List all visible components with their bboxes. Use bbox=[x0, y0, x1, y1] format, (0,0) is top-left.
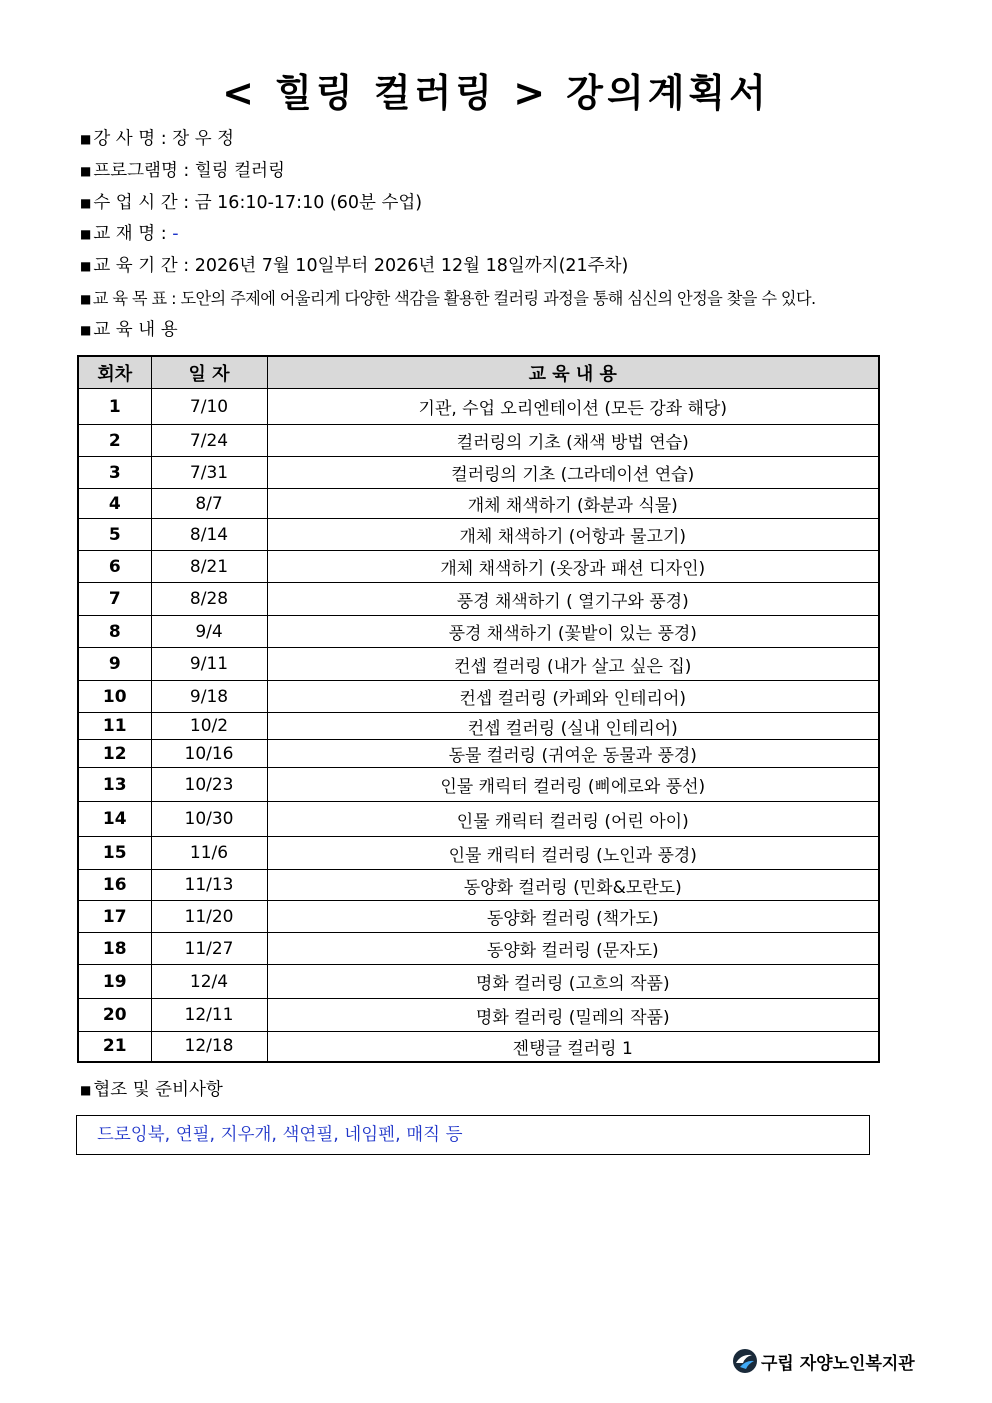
session-content: 컨셉 컬러링 (실내 인테리어) bbox=[267, 713, 879, 740]
session-number: 18 bbox=[78, 933, 151, 965]
info-value: 힐링 컬러링 bbox=[194, 160, 285, 181]
session-number: 14 bbox=[78, 802, 151, 837]
table-row bbox=[78, 551, 879, 583]
session-number: 7 bbox=[78, 583, 151, 616]
session-number: 5 bbox=[78, 519, 151, 551]
square-bullet-icon: ■ bbox=[80, 1083, 92, 1097]
session-date: 9/4 bbox=[151, 616, 267, 648]
session-content: 동양화 컬러링 (문자도) bbox=[267, 933, 879, 965]
table-row bbox=[78, 802, 879, 837]
info-program bbox=[80, 156, 940, 188]
table-row bbox=[78, 583, 879, 616]
info-class-time bbox=[80, 188, 940, 220]
info-value: 2026년 7월 10일부터 2026년 12월 18일까지(21주차) bbox=[194, 256, 629, 277]
prep-label: 협조 및 준비사항 bbox=[93, 1080, 223, 1100]
session-date: 7/31 bbox=[151, 457, 267, 489]
session-content: 풍경 채색하기 (꽃밭이 있는 풍경) bbox=[267, 616, 879, 648]
course-info bbox=[80, 124, 940, 347]
session-date: 11/13 bbox=[151, 870, 267, 901]
table-row bbox=[78, 999, 879, 1032]
info-label: 강 사 명 : bbox=[93, 129, 167, 149]
info-label: 프로그램명 : bbox=[93, 160, 190, 181]
session-content: 개체 채색하기 (어항과 물고기) bbox=[267, 519, 879, 551]
table-row bbox=[78, 489, 879, 519]
session-content: 동양화 컬러링 (민화&모란도) bbox=[267, 870, 879, 901]
square-bullet-icon: ■ bbox=[80, 322, 92, 337]
session-number: 15 bbox=[78, 837, 151, 870]
info-label: 교 재 명 : bbox=[93, 224, 167, 245]
document-title: < 힐링 컬러링 > 강의계획서 bbox=[222, 71, 770, 115]
table-row bbox=[78, 616, 879, 648]
session-date: 11/27 bbox=[151, 933, 267, 965]
table-row bbox=[78, 457, 879, 489]
session-content: 인물 캐릭터 컬러링 (노인과 풍경) bbox=[267, 837, 879, 870]
table-row bbox=[78, 519, 879, 551]
session-date: 7/10 bbox=[151, 389, 267, 425]
session-number: 3 bbox=[78, 457, 151, 489]
session-content: 컬러링의 기초 (그라데이션 연습) bbox=[267, 457, 879, 489]
session-number: 12 bbox=[78, 740, 151, 768]
session-date: 10/16 bbox=[151, 740, 267, 768]
session-date: 8/14 bbox=[151, 519, 267, 551]
info-instructor bbox=[80, 124, 940, 156]
info-content-heading bbox=[80, 315, 940, 347]
session-date: 8/7 bbox=[151, 489, 267, 519]
header-content: 교 육 내 용 bbox=[267, 356, 879, 389]
square-bullet-icon: ■ bbox=[80, 195, 92, 210]
info-period bbox=[80, 251, 940, 283]
info-label: 교 육 기 간 : bbox=[93, 256, 190, 277]
info-value: 장 우 정 bbox=[172, 129, 235, 149]
session-number: 19 bbox=[78, 965, 151, 999]
session-content: 개체 채색하기 (옷장과 패션 디자인) bbox=[267, 551, 879, 583]
table-row bbox=[78, 389, 879, 425]
session-date: 10/23 bbox=[151, 768, 267, 802]
session-date: 12/4 bbox=[151, 965, 267, 999]
table-row bbox=[78, 425, 879, 457]
header-date: 일 자 bbox=[151, 356, 267, 389]
square-bullet-icon: ■ bbox=[80, 291, 91, 306]
session-number: 13 bbox=[78, 768, 151, 802]
table-row bbox=[78, 713, 879, 740]
info-goal bbox=[80, 283, 940, 315]
session-content: 컨셉 컬러링 (카페와 인테리어) bbox=[267, 681, 879, 713]
session-number: 9 bbox=[78, 648, 151, 681]
session-content: 컬러링의 기초 (채색 방법 연습) bbox=[267, 425, 879, 457]
header-session: 회차 bbox=[78, 356, 151, 389]
session-date: 12/18 bbox=[151, 1032, 267, 1062]
session-date: 12/11 bbox=[151, 999, 267, 1032]
session-date: 11/20 bbox=[151, 901, 267, 933]
session-number: 21 bbox=[78, 1032, 151, 1062]
session-number: 2 bbox=[78, 425, 151, 457]
session-date: 7/24 bbox=[151, 425, 267, 457]
square-bullet-icon: ■ bbox=[80, 227, 92, 242]
table-row bbox=[78, 648, 879, 681]
session-number: 10 bbox=[78, 681, 151, 713]
session-number: 6 bbox=[78, 551, 151, 583]
session-content: 기관, 수업 오리엔테이션 (모든 강좌 해당) bbox=[267, 389, 879, 425]
schedule-body bbox=[78, 389, 879, 1062]
session-number: 11 bbox=[78, 713, 151, 740]
session-number: 1 bbox=[78, 389, 151, 425]
session-date: 8/28 bbox=[151, 583, 267, 616]
prep-items-box: 드로잉북, 연필, 지우개, 색연필, 네임펜, 매직 등 bbox=[76, 1115, 870, 1155]
session-content: 개체 채색하기 (화분과 식물) bbox=[267, 489, 879, 519]
table-row bbox=[78, 965, 879, 999]
session-date: 9/18 bbox=[151, 681, 267, 713]
session-content: 인물 캐릭터 컬러링 (삐에로와 풍선) bbox=[267, 768, 879, 802]
session-content: 풍경 채색하기 ( 열기구와 풍경) bbox=[267, 583, 879, 616]
session-content: 명화 컬러링 (고흐의 작품) bbox=[267, 965, 879, 999]
table-row bbox=[78, 870, 879, 901]
table-header-row bbox=[78, 356, 879, 389]
session-number: 17 bbox=[78, 901, 151, 933]
session-number: 20 bbox=[78, 999, 151, 1032]
session-number: 8 bbox=[78, 616, 151, 648]
session-content: 동물 컬러링 (귀여운 동물과 풍경) bbox=[267, 740, 879, 768]
session-date: 10/30 bbox=[151, 802, 267, 837]
square-bullet-icon: ■ bbox=[80, 163, 92, 178]
session-date: 11/6 bbox=[151, 837, 267, 870]
session-number: 16 bbox=[78, 870, 151, 901]
table-row bbox=[78, 933, 879, 965]
session-content: 동양화 컬러링 (책가도) bbox=[267, 901, 879, 933]
session-content: 젠탱글 컬러링 1 bbox=[267, 1032, 879, 1062]
welfare-logo-icon bbox=[732, 1348, 758, 1374]
prep-heading bbox=[80, 1076, 223, 1101]
info-value: 금 16:10-17:10 (60분 수업) bbox=[194, 192, 423, 213]
square-bullet-icon: ■ bbox=[80, 259, 92, 274]
session-date: 10/2 bbox=[151, 713, 267, 740]
info-textbook bbox=[80, 219, 940, 251]
table-row bbox=[78, 681, 879, 713]
info-label: 교 육 내 용 bbox=[93, 319, 178, 340]
session-date: 9/11 bbox=[151, 648, 267, 681]
table-row bbox=[78, 768, 879, 802]
table-row bbox=[78, 901, 879, 933]
org-name: 구립 자양노인복지관 bbox=[761, 1353, 915, 1374]
session-content: 명화 컬러링 (밀레의 작품) bbox=[267, 999, 879, 1032]
table-row bbox=[78, 1032, 879, 1062]
session-content: 인물 캐릭터 컬러링 (어린 아이) bbox=[267, 802, 879, 837]
session-date: 8/21 bbox=[151, 551, 267, 583]
info-value: 도안의 주제에 어울리게 다양한 색감을 활용한 컬러링 과정을 통해 심신의 안정을 찾을 수 있다. bbox=[180, 288, 816, 308]
info-label: 교 육 목 표 : bbox=[92, 288, 176, 308]
table-row bbox=[78, 740, 879, 768]
square-bullet-icon: ■ bbox=[80, 132, 92, 146]
info-label: 수 업 시 간 : bbox=[93, 192, 190, 213]
schedule-table bbox=[77, 355, 880, 1063]
table-row bbox=[78, 837, 879, 870]
info-value: - bbox=[172, 224, 179, 245]
session-content: 컨셉 컬러링 (내가 살고 싶은 집) bbox=[267, 648, 879, 681]
footer-org bbox=[732, 1348, 915, 1374]
session-number: 4 bbox=[78, 489, 151, 519]
